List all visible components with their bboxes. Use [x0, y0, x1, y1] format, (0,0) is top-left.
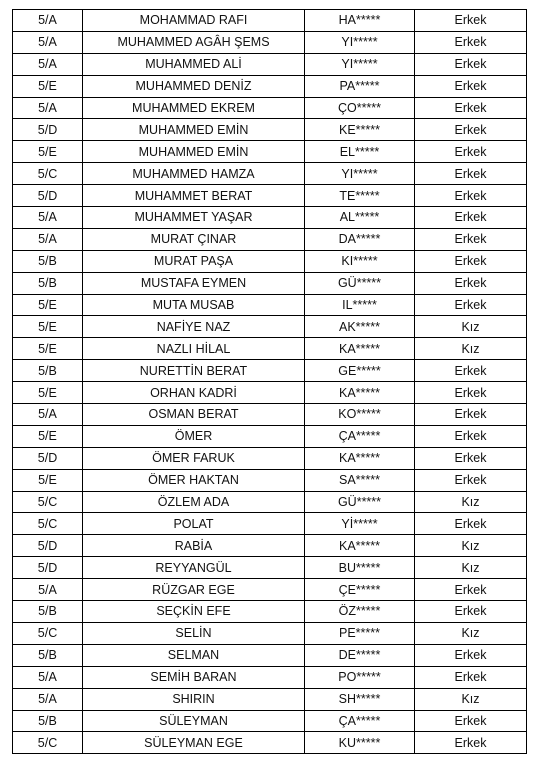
surname-initials-cell: YI***** — [305, 53, 415, 75]
student-name-cell: MUHAMMED HAMZA — [83, 163, 305, 185]
class-cell: 5/B — [13, 601, 83, 623]
table-row — [13, 622, 527, 644]
table-row — [13, 31, 527, 53]
gender-cell: Erkek — [415, 250, 527, 272]
table-row — [13, 382, 527, 404]
class-cell: 5/A — [13, 666, 83, 688]
class-cell: 5/C — [13, 163, 83, 185]
gender-cell: Erkek — [415, 97, 527, 119]
class-cell: 5/E — [13, 316, 83, 338]
surname-initials-cell: KO***** — [305, 404, 415, 426]
student-name-cell: RABİA — [83, 535, 305, 557]
gender-cell: Kız — [415, 622, 527, 644]
table-row — [13, 425, 527, 447]
table-row — [13, 491, 527, 513]
student-name-cell: MURAT PAŞA — [83, 250, 305, 272]
table-row — [13, 294, 527, 316]
student-name-cell: MUHAMMED EKREM — [83, 97, 305, 119]
surname-initials-cell: IL***** — [305, 294, 415, 316]
gender-cell: Erkek — [415, 382, 527, 404]
surname-initials-cell: ÇO***** — [305, 97, 415, 119]
surname-initials-cell: ÇE***** — [305, 579, 415, 601]
gender-cell: Erkek — [415, 513, 527, 535]
table-row — [13, 163, 527, 185]
gender-cell: Erkek — [415, 272, 527, 294]
class-cell: 5/E — [13, 75, 83, 97]
table-row — [13, 97, 527, 119]
gender-cell: Erkek — [415, 579, 527, 601]
surname-initials-cell: HA***** — [305, 10, 415, 32]
student-name-cell: RÜZGAR EGE — [83, 579, 305, 601]
surname-initials-cell: KA***** — [305, 447, 415, 469]
student-name-cell: NAFİYE NAZ — [83, 316, 305, 338]
gender-cell: Erkek — [415, 207, 527, 229]
class-cell: 5/E — [13, 294, 83, 316]
class-cell: 5/A — [13, 404, 83, 426]
gender-cell: Kız — [415, 316, 527, 338]
table-row — [13, 732, 527, 754]
gender-cell: Erkek — [415, 294, 527, 316]
student-name-cell: MUHAMMED EMİN — [83, 119, 305, 141]
gender-cell: Erkek — [415, 31, 527, 53]
student-name-cell: REYYANGÜL — [83, 557, 305, 579]
table-row — [13, 250, 527, 272]
gender-cell: Erkek — [415, 360, 527, 382]
gender-cell: Erkek — [415, 469, 527, 491]
surname-initials-cell: KA***** — [305, 382, 415, 404]
surname-initials-cell: EL***** — [305, 141, 415, 163]
table-row — [13, 272, 527, 294]
surname-initials-cell: GÜ***** — [305, 491, 415, 513]
table-row — [13, 666, 527, 688]
class-cell: 5/D — [13, 447, 83, 469]
surname-initials-cell: BU***** — [305, 557, 415, 579]
student-name-cell: SELİN — [83, 622, 305, 644]
table-row — [13, 535, 527, 557]
table-row — [13, 10, 527, 32]
student-name-cell: MOHAMMAD RAFI — [83, 10, 305, 32]
surname-initials-cell: PE***** — [305, 622, 415, 644]
surname-initials-cell: ÖZ***** — [305, 601, 415, 623]
class-cell: 5/C — [13, 622, 83, 644]
table-row — [13, 53, 527, 75]
surname-initials-cell: KE***** — [305, 119, 415, 141]
student-name-cell: MUSTAFA EYMEN — [83, 272, 305, 294]
class-cell: 5/A — [13, 579, 83, 601]
class-cell: 5/A — [13, 97, 83, 119]
class-cell: 5/A — [13, 228, 83, 250]
student-name-cell: ÖMER — [83, 425, 305, 447]
table-row — [13, 141, 527, 163]
roster-table-body — [13, 10, 527, 754]
student-name-cell: SÜLEYMAN EGE — [83, 732, 305, 754]
class-cell: 5/B — [13, 250, 83, 272]
table-row — [13, 207, 527, 229]
gender-cell: Erkek — [415, 710, 527, 732]
class-cell: 5/E — [13, 382, 83, 404]
gender-cell: Erkek — [415, 228, 527, 250]
surname-initials-cell: PO***** — [305, 666, 415, 688]
gender-cell: Erkek — [415, 601, 527, 623]
student-name-cell: MUHAMMED AGÂH ŞEMS — [83, 31, 305, 53]
student-name-cell: MURAT ÇINAR — [83, 228, 305, 250]
surname-initials-cell: GE***** — [305, 360, 415, 382]
gender-cell: Kız — [415, 688, 527, 710]
gender-cell: Kız — [415, 535, 527, 557]
surname-initials-cell: KA***** — [305, 535, 415, 557]
class-cell: 5/A — [13, 10, 83, 32]
class-cell: 5/A — [13, 207, 83, 229]
student-name-cell: ÖMER HAKTAN — [83, 469, 305, 491]
student-name-cell: MUHAMMET YAŞAR — [83, 207, 305, 229]
surname-initials-cell: AL***** — [305, 207, 415, 229]
student-name-cell: NURETTİN BERAT — [83, 360, 305, 382]
surname-initials-cell: TE***** — [305, 185, 415, 207]
gender-cell: Erkek — [415, 447, 527, 469]
student-name-cell: SELMAN — [83, 644, 305, 666]
surname-initials-cell: PA***** — [305, 75, 415, 97]
gender-cell: Erkek — [415, 10, 527, 32]
table-row — [13, 644, 527, 666]
gender-cell: Erkek — [415, 425, 527, 447]
class-cell: 5/D — [13, 557, 83, 579]
student-name-cell: SÜLEYMAN — [83, 710, 305, 732]
class-cell: 5/B — [13, 710, 83, 732]
class-cell: 5/D — [13, 185, 83, 207]
table-row — [13, 316, 527, 338]
class-cell: 5/E — [13, 469, 83, 491]
student-name-cell: ÖZLEM ADA — [83, 491, 305, 513]
class-cell: 5/E — [13, 425, 83, 447]
class-cell: 5/B — [13, 644, 83, 666]
student-name-cell: MUHAMMED EMİN — [83, 141, 305, 163]
table-row — [13, 119, 527, 141]
table-row — [13, 404, 527, 426]
student-roster-table — [12, 9, 527, 754]
table-row — [13, 185, 527, 207]
student-name-cell: MUHAMMET BERAT — [83, 185, 305, 207]
surname-initials-cell: KI***** — [305, 250, 415, 272]
class-cell: 5/C — [13, 732, 83, 754]
table-row — [13, 513, 527, 535]
table-row — [13, 75, 527, 97]
surname-initials-cell: KA***** — [305, 338, 415, 360]
table-row — [13, 228, 527, 250]
class-cell: 5/A — [13, 31, 83, 53]
surname-initials-cell: SA***** — [305, 469, 415, 491]
student-name-cell: MUTA MUSAB — [83, 294, 305, 316]
student-name-cell: SEÇKİN EFE — [83, 601, 305, 623]
gender-cell: Kız — [415, 338, 527, 360]
gender-cell: Erkek — [415, 185, 527, 207]
gender-cell: Erkek — [415, 666, 527, 688]
gender-cell: Kız — [415, 557, 527, 579]
table-row — [13, 469, 527, 491]
gender-cell: Erkek — [415, 75, 527, 97]
surname-initials-cell: DA***** — [305, 228, 415, 250]
surname-initials-cell: SH***** — [305, 688, 415, 710]
gender-cell: Erkek — [415, 732, 527, 754]
surname-initials-cell: ÇA***** — [305, 710, 415, 732]
class-cell: 5/A — [13, 688, 83, 710]
surname-initials-cell: YI***** — [305, 31, 415, 53]
surname-initials-cell: Yİ***** — [305, 513, 415, 535]
student-name-cell: SHIRIN — [83, 688, 305, 710]
class-cell: 5/C — [13, 491, 83, 513]
class-cell: 5/E — [13, 141, 83, 163]
student-name-cell: ÖMER FARUK — [83, 447, 305, 469]
gender-cell: Erkek — [415, 53, 527, 75]
student-name-cell: MUHAMMED DENİZ — [83, 75, 305, 97]
class-cell: 5/C — [13, 513, 83, 535]
student-name-cell: ORHAN KADRİ — [83, 382, 305, 404]
gender-cell: Erkek — [415, 644, 527, 666]
surname-initials-cell: YI***** — [305, 163, 415, 185]
class-cell: 5/D — [13, 119, 83, 141]
student-name-cell: NAZLI HİLAL — [83, 338, 305, 360]
surname-initials-cell: ÇA***** — [305, 425, 415, 447]
table-row — [13, 447, 527, 469]
surname-initials-cell: AK***** — [305, 316, 415, 338]
student-name-cell: SEMİH BARAN — [83, 666, 305, 688]
student-name-cell: MUHAMMED ALİ — [83, 53, 305, 75]
table-row — [13, 579, 527, 601]
table-row — [13, 710, 527, 732]
table-row — [13, 360, 527, 382]
surname-initials-cell: KU***** — [305, 732, 415, 754]
student-name-cell: OSMAN BERAT — [83, 404, 305, 426]
student-name-cell: POLAT — [83, 513, 305, 535]
surname-initials-cell: GÜ***** — [305, 272, 415, 294]
table-row — [13, 601, 527, 623]
gender-cell: Erkek — [415, 141, 527, 163]
class-cell: 5/A — [13, 53, 83, 75]
table-row — [13, 557, 527, 579]
surname-initials-cell: DE***** — [305, 644, 415, 666]
class-cell: 5/E — [13, 338, 83, 360]
gender-cell: Kız — [415, 491, 527, 513]
table-row — [13, 338, 527, 360]
class-cell: 5/D — [13, 535, 83, 557]
table-row — [13, 688, 527, 710]
gender-cell: Erkek — [415, 163, 527, 185]
gender-cell: Erkek — [415, 404, 527, 426]
class-cell: 5/B — [13, 360, 83, 382]
class-cell: 5/B — [13, 272, 83, 294]
gender-cell: Erkek — [415, 119, 527, 141]
